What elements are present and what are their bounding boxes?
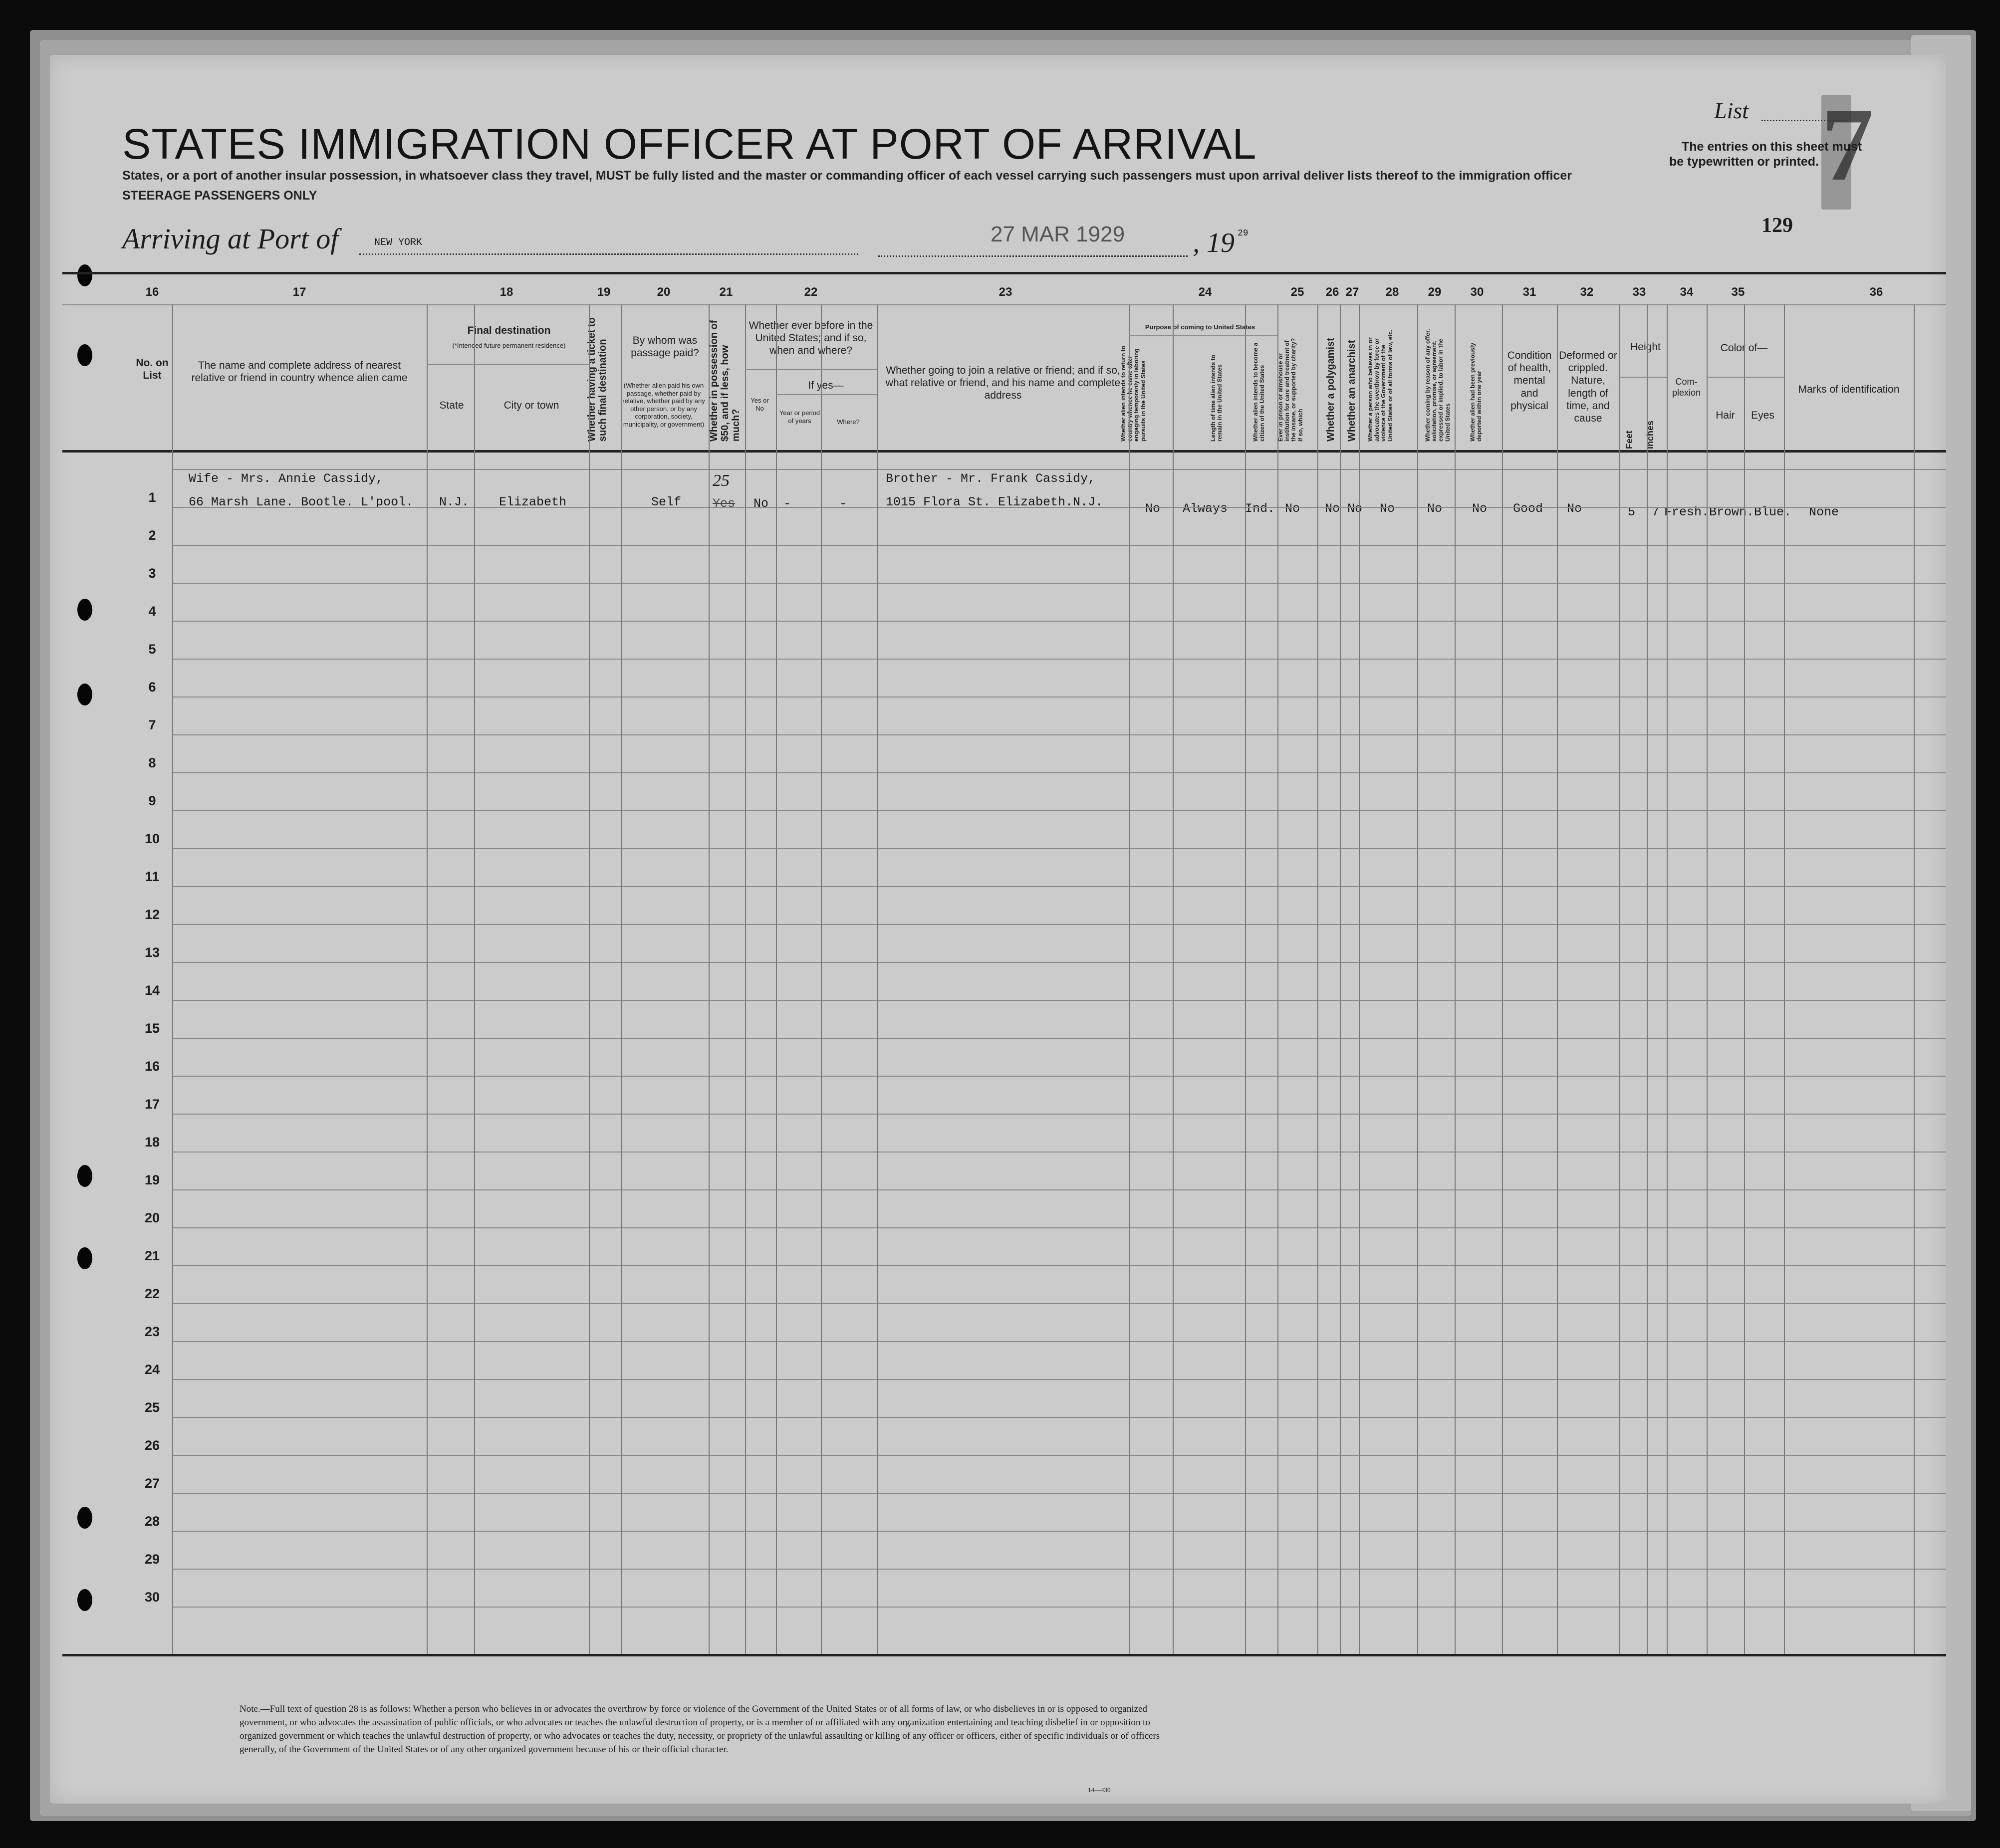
header-final-destination-note: (*Intended future permanent residence) [452,342,566,349]
column-number: 32 [1580,285,1594,299]
column-number: 29 [1428,285,1442,299]
column-number: 36 [1869,285,1883,299]
row-number: 15 [144,1021,160,1036]
column-rule [1359,304,1360,1654]
row-rule [172,1076,1946,1077]
column-rule [1129,304,1130,1654]
column-rule [474,304,475,1654]
column-rule [1557,304,1558,1654]
header-no-on-list: No. on List [136,357,169,382]
row-number: 12 [144,907,160,922]
row-rule [172,1303,1946,1304]
entry-complexion-hair-eyes: Fresh.Brown.Blue. [1664,505,1792,519]
row-rule [172,1607,1946,1608]
manifest-table [62,279,1959,1656]
subheader-rule [1707,377,1784,378]
header-complexion: Com-plexion [1672,377,1701,398]
header-city: City or town [503,400,559,411]
column-number: 22 [804,285,818,299]
row-rule [172,1569,1946,1570]
row-number: 18 [144,1135,160,1150]
entry-relative-line1: Wife - Mrs. Annie Cassidy, [189,471,384,486]
column-rule [1173,304,1174,1654]
row-rule [172,1114,1946,1115]
row-number: 8 [148,755,156,770]
row-number: 3 [148,566,156,581]
header-overthrow: Whether a person who believes in or advocates the overthrow by force or violence of the Government of the United States or of all forms of law, etc. [1367,329,1394,442]
entry-deported: No [1472,501,1488,516]
entry-inches: 7 [1652,505,1660,519]
header-feet: Feet [1624,430,1634,449]
column-number: 23 [999,285,1012,299]
column-number: 30 [1470,285,1484,299]
column-rule [621,304,622,1654]
row-rule [172,1341,1946,1342]
row-rule [172,1227,1946,1228]
entry-return-temp: No [1145,501,1161,516]
list-note-line1: The entries on this sheet must [1682,140,1862,154]
column-rule [877,304,878,1654]
row-rule [172,1417,1946,1418]
column-number: 28 [1385,285,1399,299]
column-rule [1744,304,1745,1654]
entry-join-line2: 1015 Flora St. Elizabeth.N.J. [886,495,1103,509]
row-rule [172,621,1946,622]
column-number-rule [62,304,1946,305]
entry-labor-offer: No [1427,501,1443,516]
entry-city: Elizabeth [499,495,567,509]
entry-feet: 5 [1628,505,1636,519]
column-rule [745,304,746,1654]
entry-state: N.J. [439,495,470,509]
arriving-label: Arriving at Port of [122,223,339,255]
row-number: 17 [144,1097,160,1112]
header-ticket: Whether having a ticket to such final destination [586,317,608,442]
entry-citizen: Ind. [1245,501,1275,516]
column-rule [589,304,590,1654]
entry-join-line1: Brother - Mr. Frank Cassidy, [886,471,1096,486]
row-number: 2 [148,528,156,543]
row-rule [172,1493,1946,1494]
column-rule [1455,304,1456,1654]
row-number: 23 [144,1324,160,1339]
row-number: 5 [148,642,156,657]
header-relative-address: The name and complete address of nearest relative or friend in country whence alien came [191,360,408,384]
subheader-rule [1129,335,1277,336]
row-number: 29 [144,1552,160,1567]
entry-marks: None [1809,505,1839,519]
header-color-of: Color of— [1720,342,1768,354]
header-inches: Inches [1645,420,1655,449]
entry-passage-paid: Self [651,495,682,509]
column-number: 20 [657,285,671,299]
entry-prison: No [1285,501,1300,516]
header-passage-paid: By whom was passage paid? [631,335,699,359]
row-rule [172,1152,1946,1153]
list-note-line2: be typewritten or printed. [1669,155,1819,169]
column-number: 35 [1731,285,1745,299]
arrival-port: NEW YORK [374,237,423,248]
year-label: , 19 [1193,228,1235,258]
column-number: 24 [1198,285,1212,299]
row-number: 11 [145,869,160,884]
row-rule [172,469,1946,470]
header-final-destination: Final destination [467,325,551,336]
column-rule [1340,304,1341,1654]
column-number: 27 [1345,285,1359,299]
header-join-relative: Whether going to join a relative or friend; and if so, what relative or friend, and his name and complete address [885,365,1121,402]
list-number: 7 [1821,87,1874,203]
column-rule [1277,304,1278,1654]
list-label: List [1714,98,1749,123]
sheet-number: 129 [1761,214,1793,237]
header-purpose: Purpose of coming to United States [1145,323,1255,331]
header-labor-offer: Whether coming by reason of any offer, solicitation, promise, or agreement, expressed or implied, to labor in the United States [1424,329,1451,442]
row-number: 6 [148,680,156,694]
column-rule [1619,304,1620,1654]
form-code: 14—430 [1088,1786,1111,1794]
row-number: 24 [144,1362,160,1377]
row-rule [172,772,1946,773]
header-eyes: Eyes [1751,410,1774,421]
column-rule [821,304,822,1654]
column-rule [172,304,173,1654]
column-rule [1502,304,1503,1654]
header-marks: Marks of identification [1798,384,1900,395]
header-bottom-rule [62,450,1946,453]
header-state: State [439,400,464,411]
row-rule [172,583,1946,584]
column-rule [1245,304,1246,1654]
row-number: 7 [148,717,156,732]
row-rule [172,962,1946,963]
column-rule [1417,304,1418,1654]
row-number: 25 [144,1400,160,1415]
instructions-text: States, or a port of another insular possession, in whatsoever class they travel, MUST be fully listed and the master or commanding officer of each vessel carrying such passengers must upon arrival deliver lists thereof to the immigration officer [122,169,1572,183]
row-rule [172,886,1946,887]
row-rule [172,507,1946,508]
column-number: 21 [719,285,733,299]
entry-ever-before: No [753,496,769,511]
entry-anarchist: No [1347,501,1363,516]
port-dotted-line [359,253,858,255]
header-anarchist: Whether an anarchist [1346,340,1357,442]
row-rule [172,848,1946,849]
row-number: 20 [144,1210,160,1225]
date-stamp: 27 MAR 1929 [991,222,1125,246]
column-rule [1647,304,1648,1654]
header-deported: Whether alien had been previously deported within one year [1469,342,1483,442]
row-number: 22 [144,1286,160,1301]
row-number: 1 [148,490,156,505]
column-rule [1707,304,1708,1654]
column-number: 26 [1325,285,1339,299]
row-number: 9 [148,793,156,808]
header-passage-paid-note: (Whether alien paid his own passage, whether paid by relative, whether paid by any other person, or by any corporation, society, municipality, or government) [622,382,705,428]
row-rule [172,924,1946,925]
passenger-class: STEERAGE PASSENGERS ONLY [122,189,317,203]
column-number: 33 [1632,285,1646,299]
subheader-rule [776,394,877,395]
header-height: Height [1630,341,1661,353]
row-number: 28 [144,1514,160,1529]
header-polygamist: Whether a polygamist [1325,338,1336,442]
entry-possession-struck: Yes [713,496,736,511]
subheader-rule [1619,377,1667,378]
row-rule [172,1531,1946,1532]
table-bottom-rule [62,1654,1946,1656]
entry-year-period: - [783,496,791,511]
row-number: 4 [148,604,156,619]
header-deformed: Deformed or crippled. Nature, length of time, and cause [1559,350,1617,424]
row-rule [172,1265,1946,1266]
page-title: STATES IMMIGRATION OFFICER AT PORT OF ARRIVAL [122,120,1257,168]
header-health: Condition of health, mental and physical [1507,350,1552,412]
entry-deformed: No [1567,501,1582,516]
entry-where: - [839,496,847,511]
header-possession: Whether in possession of $50, and if less, how much? [709,320,742,442]
row-number: 16 [144,1059,160,1074]
header-purpose-c: Whether alien intends to become a citizen of the United States [1252,342,1266,442]
column-number: 18 [500,285,513,299]
header-purpose-a: Whether alien intends to return to country whence he came after engaging temporarily in laboring pursuits in the United States [1120,345,1147,442]
entry-length-stay: Always [1183,501,1228,516]
row-number: 30 [144,1590,160,1605]
row-rule [172,545,1946,546]
row-rule [172,1000,1946,1001]
entry-health: Good [1513,501,1543,516]
date-dotted-line [878,255,1188,257]
footnote-text: Note.—Full text of question 28 is as follows: Whether a person who believes in or advocates the overthrow by force or violence of the Government of the United States or of all forms of law, or who disbelieves in or is opposed to organized government, or who advocates the assassination of public officials, or who advocates or teaches the unlawful destruction of property, or is a member of or affiliated with any organization entertaining and teaching disbelief in or opposition to organized government or which teaches the unlawful destruction of property, or who advocates or teaches the duty, necessity, or propriety of the unlawful assaulting or killing of any officer or officers, either of specific individuals or of officers generally, of the Government of the United States or of any other organized government because of his or their official character. [240,1704,1160,1755]
subheader-rule [427,364,589,365]
header-if-yes: If yes— [808,380,844,391]
column-rule [1784,304,1785,1654]
column-rule [1317,304,1318,1654]
row-rule [172,696,1946,697]
row-rule [172,1455,1946,1456]
row-number: 10 [144,831,160,846]
column-rule [776,304,777,1654]
header-hair: Hair [1716,410,1735,421]
row-number: 13 [144,945,160,960]
row-rule [172,1379,1946,1380]
header-ever-before: Whether ever before in the United States; and if so, when and where? [749,320,873,357]
column-number: 34 [1680,285,1694,299]
row-number: 26 [144,1438,160,1453]
entry-possession-amount: 25 [713,471,730,490]
header-where: Where? [837,418,860,426]
column-number: 17 [292,285,306,299]
header-year-period: Year or period of years [779,409,820,425]
row-rule [172,1189,1946,1190]
table-top-rule [62,272,1946,274]
column-number: 25 [1290,285,1304,299]
column-number: 19 [597,285,611,299]
row-number: 27 [144,1476,160,1491]
column-number: 16 [145,285,159,299]
entry-relative-line2: 66 Marsh Lane. Bootle. L'pool. [189,495,414,509]
column-rule [1914,304,1915,1654]
subheader-rule [745,369,877,370]
column-rule [709,304,710,1654]
row-rule [172,659,1946,660]
column-rule [427,304,428,1654]
row-number: 21 [144,1248,160,1263]
row-rule [172,810,1946,811]
year-suffix: 29 [1238,229,1249,238]
row-number: 19 [144,1172,160,1187]
column-number: 31 [1522,285,1536,299]
row-rule [172,734,1946,735]
row-rule [172,1038,1946,1039]
column-rule [1667,304,1668,1654]
header-purpose-b: Length of time alien intends to remain in the United States [1210,355,1224,442]
header-prison: Ever in prison or almshouse or institution for care and treatment of the insane, or supported by charity? If so, which [1277,338,1304,442]
entry-overthrow: No [1380,501,1395,516]
entry-polygamist: No [1325,501,1340,516]
header-yes-no: Yes or No [750,397,769,412]
list-dotted-line [1761,120,1846,121]
row-number: 14 [144,983,160,998]
